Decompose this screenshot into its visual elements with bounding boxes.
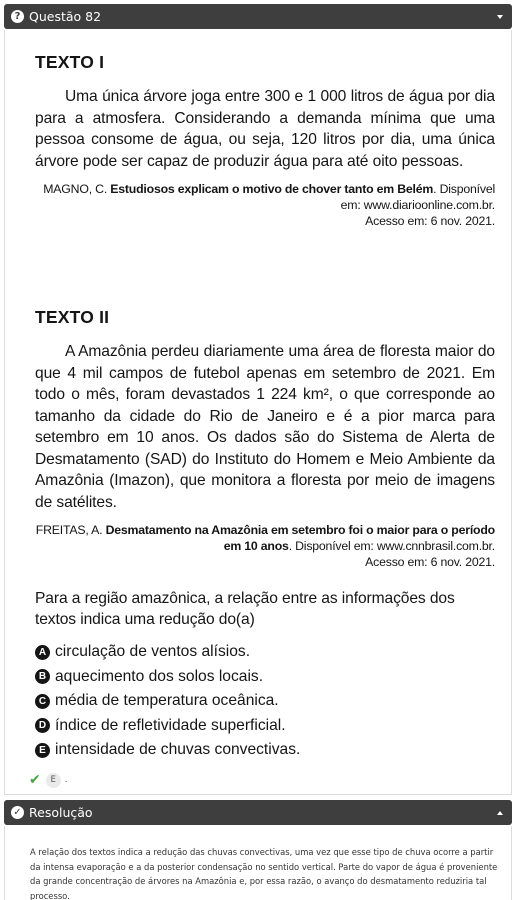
option-letter-badge: E bbox=[35, 743, 50, 758]
resolution-title: Resolução bbox=[29, 805, 93, 820]
question-body bbox=[4, 30, 512, 795]
question-prompt: Para a região amazônica, a relação entre as informações dos textos indica uma redução do(a) bbox=[35, 590, 455, 628]
option-d[interactable] bbox=[35, 714, 495, 739]
option-text: média de temperatura oceânica. bbox=[55, 692, 279, 710]
option-text: circulação de ventos alísios. bbox=[55, 643, 251, 661]
option-text: aquecimento dos solos locais. bbox=[55, 667, 264, 685]
option-e[interactable] bbox=[35, 738, 495, 763]
texto-2-source-access: Acesso em: 6 nov. 2021. bbox=[365, 555, 495, 569]
texto-1-source-access: Acesso em: 6 nov. 2021. bbox=[365, 214, 495, 228]
chevron-up-icon[interactable] bbox=[497, 811, 503, 815]
option-letter-badge: A bbox=[35, 645, 50, 660]
option-a[interactable] bbox=[35, 640, 495, 665]
question-circle-icon: ? bbox=[11, 10, 24, 23]
texto-2-source-title: Desmatamento na Amazônia em setembro foi o maior para o período em 10 anos bbox=[105, 523, 495, 553]
option-c[interactable] bbox=[35, 689, 495, 714]
texto-2-source-author: FREITAS, A. bbox=[35, 523, 106, 537]
question-title: Questão 82 bbox=[29, 9, 102, 24]
option-letter-badge: B bbox=[35, 669, 50, 684]
question-panel-header[interactable] bbox=[4, 4, 512, 29]
resolution-body bbox=[4, 826, 512, 900]
check-circle-icon: ✓ bbox=[11, 806, 24, 819]
texto-1 bbox=[35, 52, 495, 229]
texto-1-heading: TEXTO I bbox=[35, 52, 105, 72]
option-letter-badge: C bbox=[35, 694, 50, 709]
resolution-text: A relação dos textos indica a redução das chuvas convectivas, uma vez que esse tipo de chuva ocorre a partir da intensa evaporação e a da posterior condensação no sentido vertical. Parte do vapor de água é proveniente da grande concentração de árvores na Amazônia e, por essa razão, o avanço do desmatamento reduziria tal processo. bbox=[30, 847, 498, 900]
texto-2-paragraph: A Amazônia perdeu diariamente uma área de floresta maior do que 4 mil campos de futebol apenas em setembro de 2021. Em todo o mês, foram devastados 1 224 km², o que corresponde ao tamanho da cidade do Rio de Janeiro e é a pior marca para setembro em 10 anos. Os dados são do Sistema de Alerta de Desmatamento (SAD) do Instituto do Homem e Meio Ambiente da Amazônia (Imazon), que monitora a floresta por meio de imagens de satélites. bbox=[35, 343, 495, 511]
texto-1-paragraph: Uma única árvore joga entre 300 e 1 000 litros de água por dia para a atmosfera. Considerando a demanda mínima que uma pessoa consome de água, ou seja, 120 litros por dia, uma única árvore pode ser capaz de produzir água para até oito pessoas. bbox=[35, 88, 495, 170]
answer-indicator bbox=[29, 772, 68, 788]
texto-2-source bbox=[35, 522, 495, 570]
option-text: índice de refletividade superficial. bbox=[55, 716, 286, 734]
texto-2 bbox=[35, 307, 495, 570]
texto-1-source bbox=[35, 181, 495, 229]
option-text: intensidade de chuvas convectivas. bbox=[55, 741, 301, 759]
option-b[interactable] bbox=[35, 665, 495, 690]
texto-1-source-rest: . Disponível em: www.diarioonline.com.br. bbox=[340, 182, 495, 212]
options-list bbox=[35, 640, 495, 763]
answer-letter: E bbox=[46, 773, 61, 788]
texto-2-source-rest: . Disponível em: www.cnnbrasil.com.br. bbox=[288, 539, 495, 553]
texto-1-source-title: Estudiosos explicam o motivo de chover tanto em Belém bbox=[110, 182, 434, 196]
checkmark-icon: ✔ bbox=[29, 772, 41, 788]
texto-1-source-author: MAGNO, C. bbox=[43, 182, 111, 196]
texto-2-heading: TEXTO II bbox=[35, 307, 110, 327]
answer-suffix: . bbox=[64, 775, 68, 785]
resolution-panel-header[interactable] bbox=[4, 800, 512, 825]
chevron-down-icon[interactable] bbox=[497, 15, 503, 19]
option-letter-badge: D bbox=[35, 718, 50, 733]
